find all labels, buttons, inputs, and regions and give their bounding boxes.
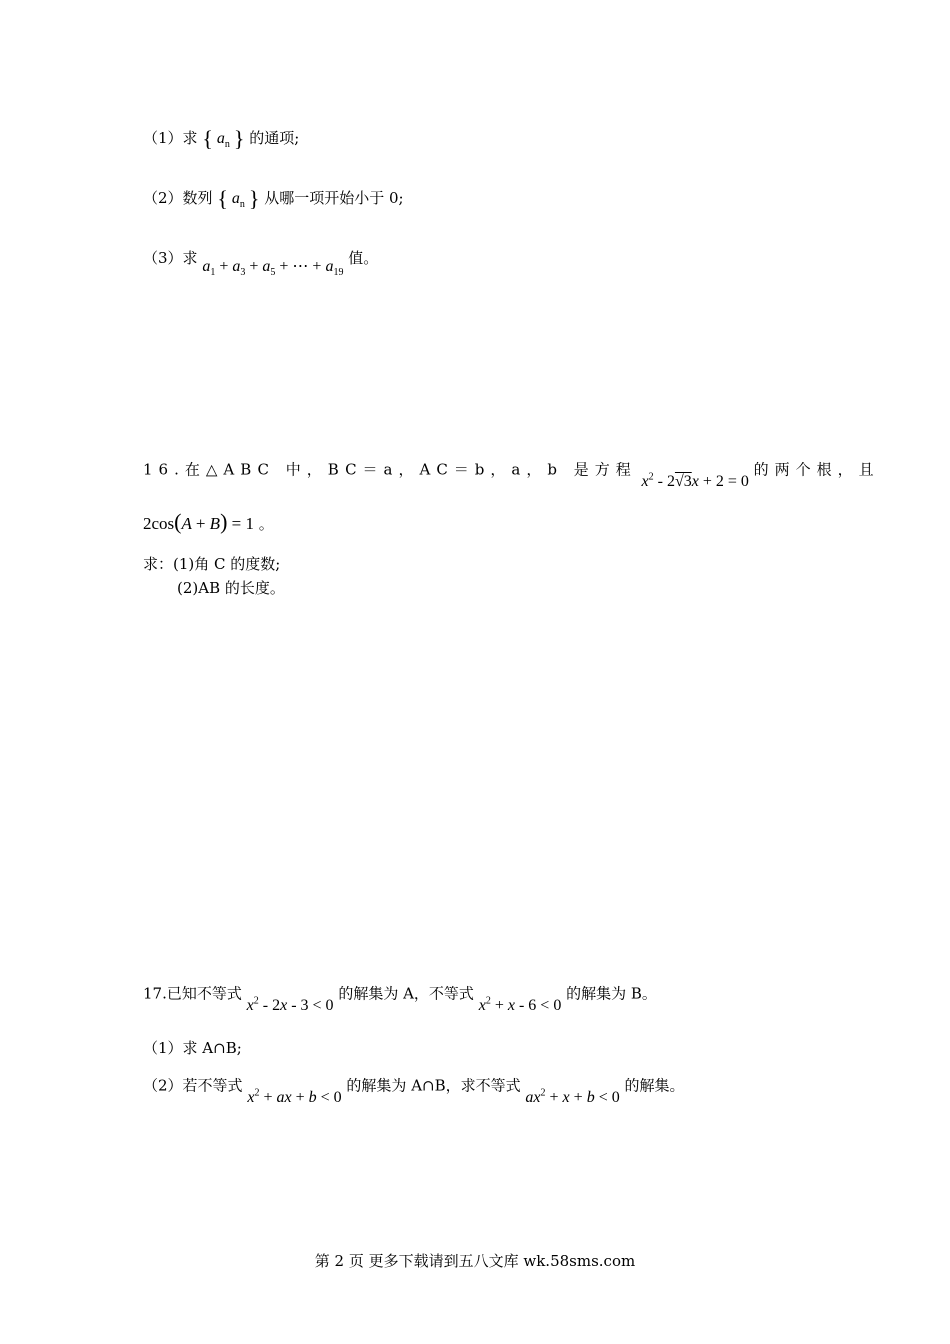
q16-condition: 2cos(A + B) = 1 — [143, 509, 254, 534]
q16-equation: $x^2 - 2√3x + 2 = 0$ — [641, 472, 749, 491]
q17-mid: 的解集为 A，不等式 — [338, 984, 474, 1003]
q15-part3-math: $a_1 + a_3 + a_5$ + ⋯ + $a_{19}$ — [202, 258, 344, 279]
q15-part2-math: { $a_n$ } — [217, 186, 260, 211]
q17-part1-text: （1）求 A∩B; — [143, 1039, 242, 1057]
q16-intro-tail: 的两个根，且 — [753, 460, 880, 479]
q17-inequality4: $ax^2 + x + b < 0$ — [525, 1088, 620, 1107]
q17-part2 — [143, 1072, 685, 1107]
q17-part1 — [143, 1038, 242, 1058]
q16-ask2: (2)AB 的长度。 — [177, 579, 285, 597]
q17-intro-line — [143, 980, 657, 1015]
q17-intro: 17.已知不等式 — [143, 984, 242, 1003]
q15-part1-label: （1）求 — [143, 129, 198, 147]
q16-intro: 16.在△ABC 中，BC＝a，AC＝b，a，b 是方程 — [143, 460, 637, 479]
q16-ask1: (1)角 C 的度数; — [173, 555, 281, 573]
q17-tail: 的解集为 B。 — [566, 984, 657, 1003]
q15-part1 — [143, 128, 299, 155]
q15-part3 — [143, 248, 379, 279]
q16-ask1-line — [143, 554, 280, 574]
q15-part2 — [143, 188, 404, 215]
q16-condition-line — [143, 509, 274, 534]
q16-ask2-line — [177, 578, 285, 598]
q17-part2-tail: 的解集。 — [624, 1076, 685, 1095]
q16-condition-tail: 。 — [258, 515, 274, 533]
q15-part2-tail: 从哪一项开始小于 0; — [264, 189, 404, 207]
page-footer: 第 2 页 更多下载请到五八文库 wk.58sms.com — [314, 1252, 636, 1270]
q15-part1-math: { $a_n$ } — [202, 126, 245, 151]
q15-part3-label: （3）求 — [143, 249, 198, 267]
q17-part2-mid: 的解集为 A∩B，求不等式 — [346, 1076, 521, 1095]
q16-intro-line — [143, 456, 880, 491]
q17-part2-label: （2）若不等式 — [143, 1076, 243, 1095]
q15-part3-tail: 值。 — [348, 249, 379, 267]
q16-ask-label: 求： — [143, 555, 174, 573]
q17-inequality3: $x^2$ + ax + b < 0 — [247, 1088, 342, 1107]
q15-part1-tail: 的通项; — [249, 129, 300, 147]
q17-inequality2: $x^2 + x - 6 < 0$ — [478, 996, 562, 1015]
q15-part2-label: （2）数列 — [143, 189, 213, 207]
q17-inequality1: $x^2 - 2x - 3 < 0$ — [246, 996, 334, 1015]
